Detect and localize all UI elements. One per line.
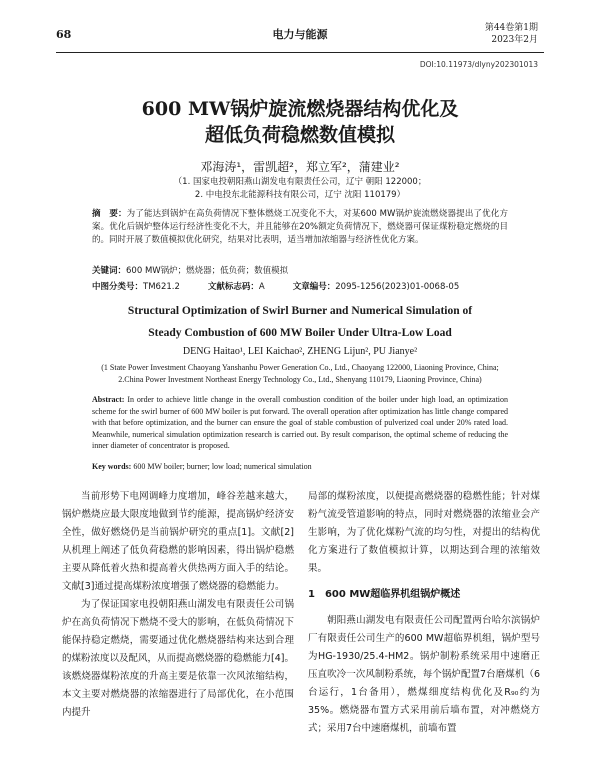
doc-value: A: [258, 282, 265, 292]
keywords-cn-text: 600 MW锅炉；燃烧器；低负荷；数值模拟: [126, 266, 289, 276]
title-cn-line-1: 600 MW锅炉旋流燃烧器结构优化及: [141, 98, 459, 120]
page-number: 68: [56, 28, 72, 41]
keywords-en-text: 600 MW boiler; burner; low load; numerical simulation: [133, 462, 312, 471]
affiliation-cn-1: （1. 国家电投朝阳燕山湖发电有限责任公司，辽宁 朝阳 122000；: [173, 177, 427, 187]
title-en-line-2: Steady Combustion of 600 MW Boiler Under Ultra-Low Load: [148, 327, 452, 339]
doi: DOI:10.11973/dlyny202301013: [419, 60, 538, 69]
body-column-left: [62, 488, 294, 722]
issue-info: [485, 22, 538, 46]
keywords-en-label: Key words:: [92, 462, 132, 471]
body-paragraph: 局部的煤粉浓度，以便提高燃烧器的稳燃性能；针对煤粉气流受管道影响的特点，同时对燃烧器的浓缩业会产生影响，为了优化煤粉气流的均匀性，对提出的结构优化方案进行了数值模拟计算，以期达到合理的浓缩效果。: [308, 491, 540, 574]
authors-cn: 邓海涛¹，雷凯超²，郑立军²，蒲建业²: [200, 160, 400, 174]
classification-row: [92, 280, 508, 292]
abstract-cn-label: 摘 要：: [92, 209, 127, 219]
section-heading: 1 600 MW超临界机组锅炉概述: [308, 589, 461, 600]
article-label: 文章编号：: [292, 282, 336, 292]
abstract-cn: [92, 208, 508, 247]
clc-label: 中图分类号：: [92, 282, 144, 292]
title-en-line-1: Structural Optimization of Swirl Burner and Numerical Simulation of: [127, 305, 473, 317]
volume-issue: 第44卷第1期: [484, 23, 538, 33]
affiliation-en-1: (1 State Power Investment Chaoyang Yanshanhu Power Generation Co., Ltd., Chaoyang 122000, Liaoning Province, China;: [101, 363, 499, 372]
clc-value: TM621.2: [143, 282, 180, 292]
doc-label: 文献标志码：: [207, 282, 259, 292]
doc-code: [208, 280, 265, 292]
body-column-right: [308, 488, 540, 738]
article-value: 2095-1256(2023)01-0068-05: [335, 282, 460, 292]
abstract-cn-text: 为了能达到锅炉在高负荷情况下整体燃烧工况变化不大，对某600 MW锅炉旋流燃烧器提出了优化方案。优化后锅炉整体运行经济性变化不大，并且能够在20%额定负荷情况下，燃烧器可保证煤粉稳定燃烧的目的。同时开展了数值模拟优化研究，结果对比表明，适当增加浓缩器与经济性优化方案。: [92, 209, 508, 245]
affiliation-cn-2: 2. 中电投东北能源科技有限公司，辽宁 沈阳 110179）: [194, 190, 406, 200]
journal-name: 电力与能源: [272, 28, 328, 41]
authors-en: DENG Haitao¹, LEI Kaichao², ZHENG Lijun², PU Jianye²: [182, 346, 418, 357]
abstract-en-label: Abstract:: [92, 395, 125, 404]
article-number: [293, 280, 460, 292]
affiliation-en-2: 2.China Power Investment Northeast Energy Technology Co., Ltd., Shenyang 110179, Liaoning Province, China): [118, 375, 482, 384]
abstract-en: [92, 394, 508, 452]
body-paragraph: 当前形势下电网调峰力度增加，峰谷差越来越大，锅炉燃烧应最大限度地做到节约能源，提高锅炉经济安全性，做好燃烧仍是当前锅炉研究的重点[1]。文献[2]从机理上阐述了低负荷稳燃的影响因素，得出锅炉稳燃主要从降低着火热和提高着火供热两方面入手的结论。文献[3]通过提高煤粉浓度增强了燃烧器的稳燃能力。: [62, 491, 294, 592]
keywords-cn: [92, 264, 508, 276]
keywords-cn-label: 关键词：: [92, 266, 127, 276]
abstract-en-text: In order to achieve little change in the overall combustion condition of the boiler under high load, an optimization scheme for the swirl burner of 600 MW boiler is put forward. The overall operation after optimization has little change compared with that before optimization, and the burner can ensure the goal of stable combustion of pulverized coal under 20% rated load. Meanwhile, numerical simulation optimization research is carried out. By result comparison, the optimal scheme of reducing the inner diameter of concentrator is proposed.: [92, 395, 509, 450]
keywords-en: [92, 462, 508, 471]
title-cn-line-2: 超低负荷稳燃数值模拟: [204, 124, 395, 146]
clc-code: [92, 280, 180, 292]
body-paragraph: 朝阳燕山湖发电有限责任公司配置两台哈尔滨锅炉厂有限责任公司生产的600 MW超临界机组，锅炉型号为HG-1930/25.4-HM2。锅炉制粉系统采用中速磨正压直吹冷一次风制粉系统，每个锅炉配置7台磨煤机（6台运行，1台备用），燃煤细度结构优化及R₉₀约为35%。燃烧器布置方式采用前后墙布置，对冲燃烧方式；采用7台中速磨煤机，前墙布置: [308, 615, 540, 734]
header-rule: [56, 52, 544, 53]
body-paragraph: 为了保证国家电投朝阳燕山湖发电有限责任公司锅炉在高负荷情况下燃烧不受大的影响，在低负荷情况下能保持稳定燃烧，需要通过优化燃烧器结构来达到合理的煤粉浓度以及配风，从而提高燃烧器的稳燃能力[4]。该燃烧器煤粉浓度的升高主要是依靠一次风浓缩结构，本文主要对燃烧器的浓缩器进行了局部优化，在小范围内提升: [62, 599, 294, 718]
publication-date: 2023年2月: [491, 35, 538, 45]
